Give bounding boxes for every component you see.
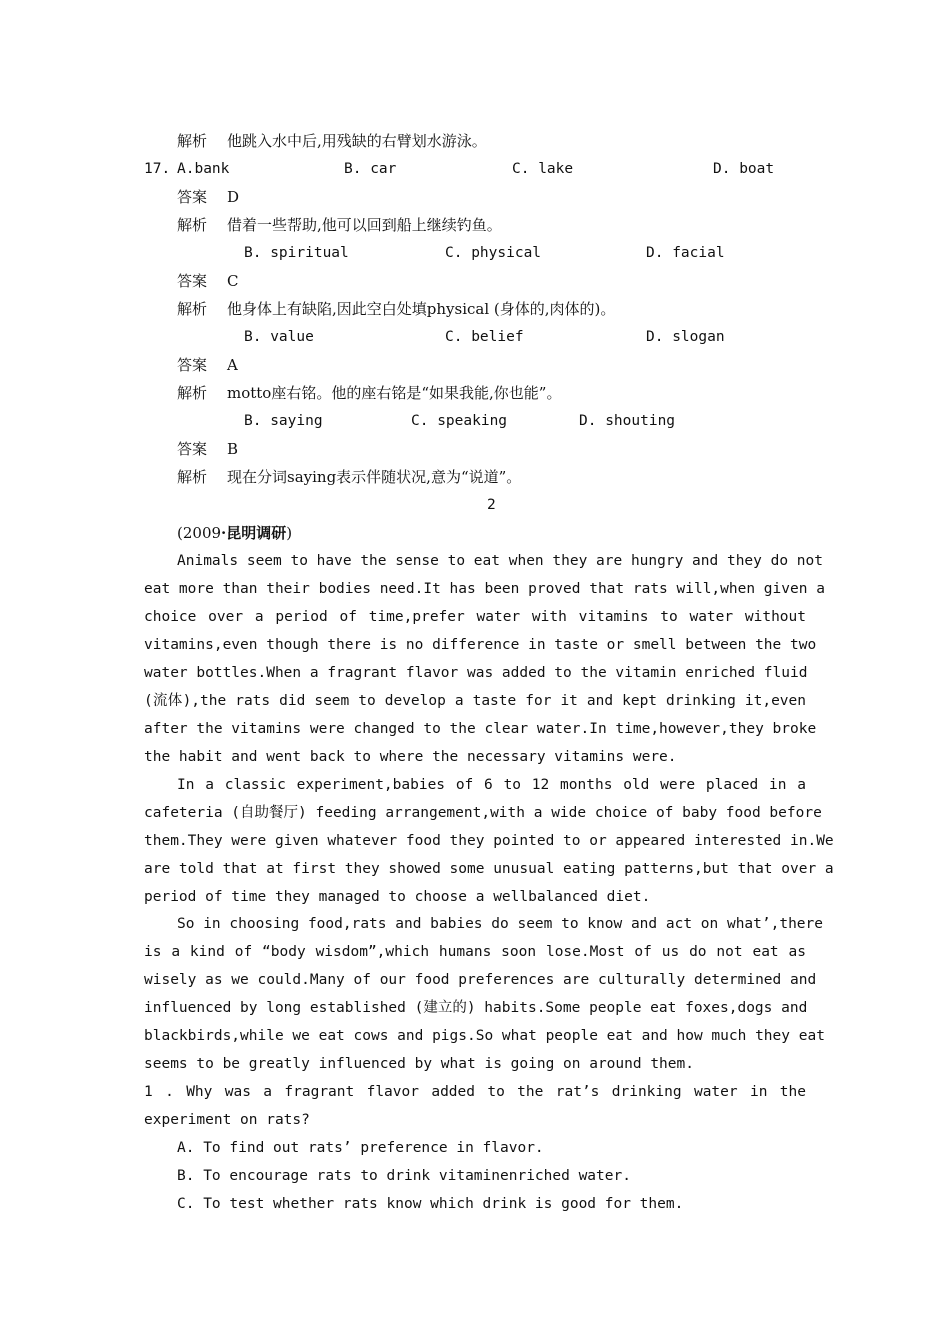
passage-line: eat more than their bodies need.It has been proved that rats will,when given a: [144, 581, 825, 597]
question-1-stem-cont: experiment on rats?: [144, 1112, 310, 1128]
answer-value: B: [227, 440, 239, 458]
passage-line: are told that at first they showed some unusual eating patterns,but that over a: [144, 861, 834, 877]
q18-analysis: [177, 299, 615, 319]
answer-value: C: [227, 272, 239, 290]
passage-line: after the vitamins were changed to the clear water.In time,however,they broke: [144, 721, 817, 737]
analysis-text: 现在分词saying表示伴随状况,意为“说道”。: [227, 468, 522, 486]
answer-label: 答案: [177, 356, 208, 374]
question-1-stem: 1 . Why was a fragrant flavor added to the rat’s drinking water in the: [144, 1084, 806, 1100]
passage-line: influenced by long established (建立的) habits.Some people eat foxes,dogs and: [144, 1000, 808, 1016]
analysis-text: motto座右铭。他的座右铭是“如果我能,你也能”。: [227, 384, 562, 402]
q18-option-d: D. facial: [646, 245, 725, 261]
passage-line: In a classic experiment,babies of 6 to 12 months old were placed in a: [177, 777, 806, 793]
q17-number: 17.: [144, 161, 171, 177]
analysis-label: 解析: [177, 216, 208, 234]
source-suffix: ): [286, 524, 293, 542]
source-prefix: (2009: [177, 524, 222, 542]
q20-option-d: D. shouting: [579, 413, 676, 429]
q17-answer: [177, 187, 239, 207]
question-1-option-c: C. To test whether rats know which drink is good for them.: [177, 1196, 684, 1212]
answer-label: 答案: [177, 272, 208, 290]
passage-line: wisely as we could.Many of our food preferences are culturally determined and: [144, 972, 817, 988]
passage-line: water bottles.When a fragrant flavor was added to the vitamin enriched fluid: [144, 665, 808, 681]
passage-line: vitamins,even though there is no difference in taste or smell between the two: [144, 637, 817, 653]
question-1-option-b: B. To encourage rats to drink vitaminenriched water.: [177, 1168, 631, 1184]
answer-value: D: [227, 188, 240, 206]
q20-option-b: B. saying: [244, 413, 323, 429]
passage-line: choice over a period of time,prefer water with vitamins to water without: [144, 609, 806, 625]
analysis-label: 解析: [177, 468, 208, 486]
passage-line: So in choosing food,rats and babies do seem to know and act on what’,there: [177, 916, 824, 932]
q18-option-b: B. spiritual: [244, 245, 349, 261]
q19-answer: [177, 355, 238, 375]
q20-answer: [177, 439, 238, 459]
source-name: 昆明调研: [226, 524, 287, 542]
answer-label: 答案: [177, 188, 208, 206]
passage-line: the habit and went back to where the necessary vitamins were.: [144, 749, 677, 765]
analysis-label: 解析: [177, 384, 208, 402]
q17-option-d: D. boat: [713, 161, 775, 177]
analysis-text: 他跳入水中后,用残缺的右臂划水游泳。: [227, 132, 487, 150]
q20-analysis: [177, 467, 521, 487]
q17-option-c: C. lake: [512, 161, 574, 177]
passage-line: (流体),the rats did seem to develop a taste for it and kept drinking it,even: [144, 693, 806, 709]
q16-analysis: [177, 131, 487, 151]
q18-answer: [177, 271, 238, 291]
q17-option-a: A.bank: [177, 161, 230, 177]
analysis-label: 解析: [177, 300, 208, 318]
analysis-text: 他身体上有缺陷,因此空白处填physical (身体的,肉体的)。: [227, 300, 616, 318]
q19-analysis: [177, 383, 561, 403]
passage-line: seems to be greatly influenced by what is going on around them.: [144, 1056, 694, 1072]
q17-option-b: B. car: [344, 161, 397, 177]
passage-line: cafeteria (自助餐厅) feeding arrangement,with a wide choice of baby food before: [144, 805, 822, 821]
analysis-label: 解析: [177, 132, 208, 150]
q19-option-d: D. slogan: [646, 329, 725, 345]
answer-label: 答案: [177, 440, 208, 458]
passage-line: is a kind of “body wisdom”,which humans soon lose.Most of us do not eat as: [144, 944, 806, 960]
passage-line: period of time they managed to choose a wellbalanced diet.: [144, 889, 651, 905]
q19-option-b: B. value: [244, 329, 314, 345]
passage-line: Animals seem to have the sense to eat when they are hungry and they do not: [177, 553, 824, 569]
passage-line: blackbirds,while we eat cows and pigs.So what people eat and how much they eat: [144, 1028, 825, 1044]
q18-option-c: C. physical: [445, 245, 542, 261]
source-dot: ·: [221, 524, 227, 542]
question-1-option-a: A. To find out rats’ preference in flavor.: [177, 1140, 544, 1156]
answer-value: A: [227, 356, 238, 374]
q20-option-c: C. speaking: [411, 413, 508, 429]
passage-source: [177, 523, 292, 543]
section-number: 2: [487, 497, 496, 513]
q17-analysis: [177, 215, 502, 235]
analysis-text: 借着一些帮助,他可以回到船上继续钓鱼。: [227, 216, 502, 234]
q19-option-c: C. belief: [445, 329, 524, 345]
passage-line: them.They were given whatever food they pointed to or appeared interested in.We: [144, 833, 834, 849]
